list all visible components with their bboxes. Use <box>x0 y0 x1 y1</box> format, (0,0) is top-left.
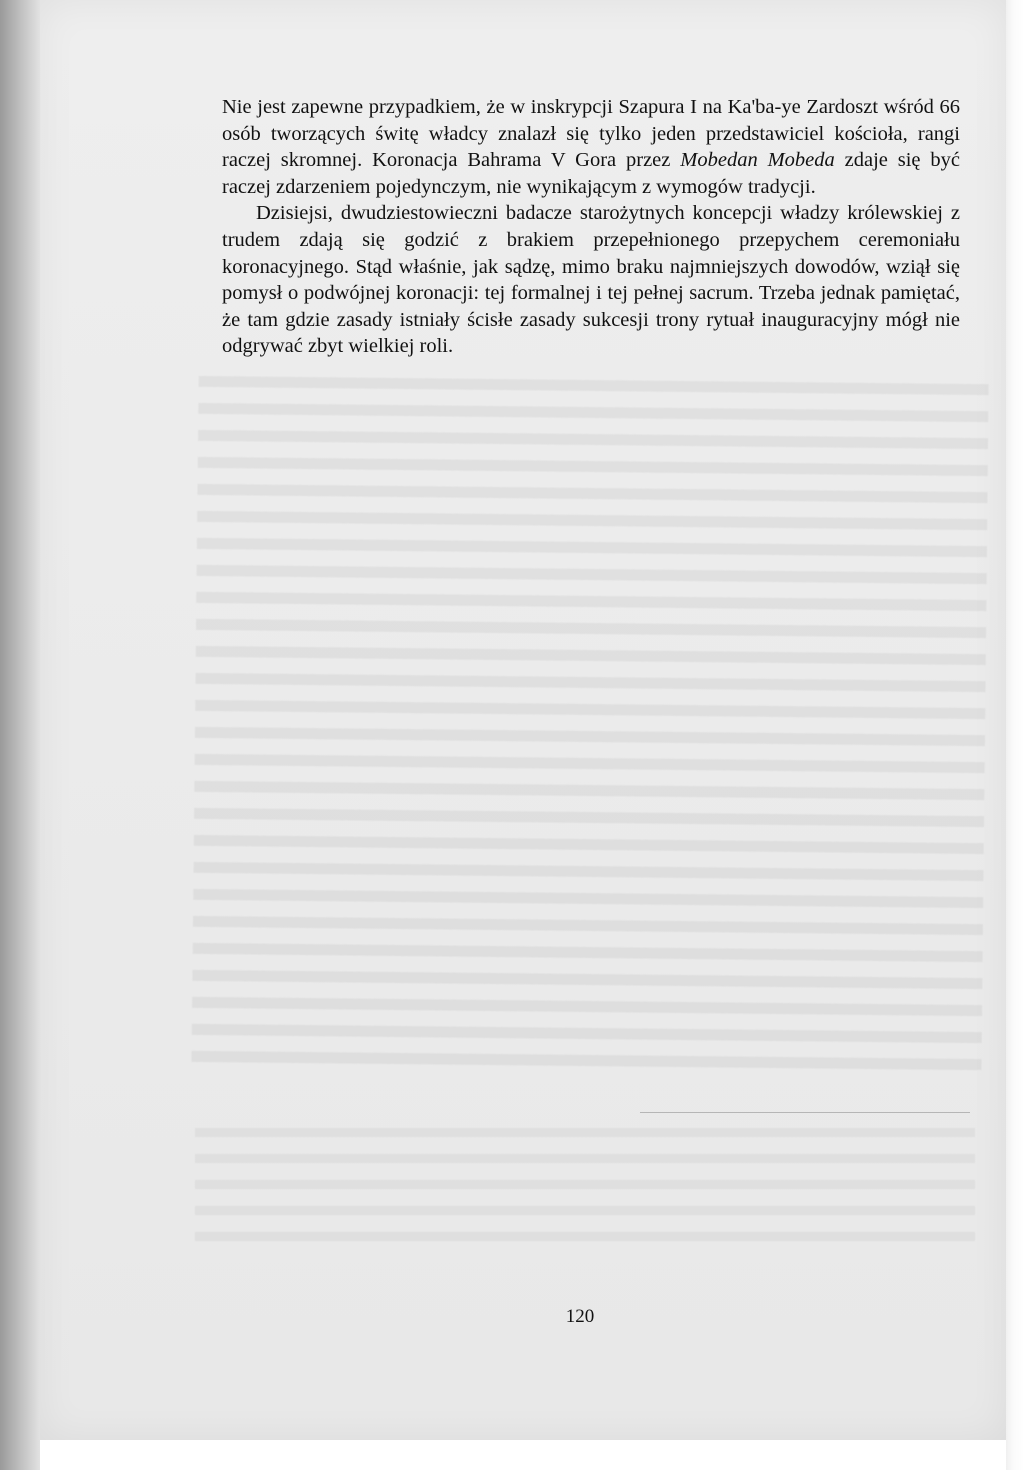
paragraph-1-text-b: zdaje się być raczej zdarzeniem pojedynczym, nie wynikającym z wymogów tradycji. <box>222 149 960 198</box>
scan-right-edge <box>1006 0 1024 1470</box>
scan-left-edge <box>0 0 40 1470</box>
show-through-footnote-rule <box>640 1112 970 1113</box>
paragraph-1-italic-term: Mobedan Mobeda <box>680 149 835 172</box>
show-through-footnotes-texture <box>195 1128 975 1258</box>
paragraph-2: Dzisiejsi, dwudziestowieczni badacze starożytnych koncepcji władzy królewskiej z trudem zdają się godzić z brakiem przepełnionego przepychem ceremoniału koronacyjnego. Stąd właśnie, jak sądzę, mimo braku najmniejszych dowodów, wziął się pomysł o podwójnej koronacji: tej formalnej i tej pełnej sacrum. Trzeba jednak pamiętać, że tam gdzie zasady istniały ścisłe zasady sukcesji trony rytuał inauguracyjny mógł nie odgrywać zbyt wielkiej roli. <box>222 202 960 358</box>
page-number: 120 <box>565 1306 595 1327</box>
scan-bottom-margin <box>40 1440 1006 1470</box>
body-text <box>222 94 960 360</box>
paragraph-1-text-a: Nie jest zapewne przypadkiem, że w inskrypcji Szapura I na Ka'ba-ye Zardoszt wśród 66 osób tworzących świtę władcy znalazł się tylko jeden przedstawiciel kościoła, rangi raczej skromnej. Koronacja Bahrama V Gora przez <box>222 96 960 172</box>
paragraph-1 <box>222 94 960 200</box>
show-through-text-texture <box>191 376 988 1084</box>
